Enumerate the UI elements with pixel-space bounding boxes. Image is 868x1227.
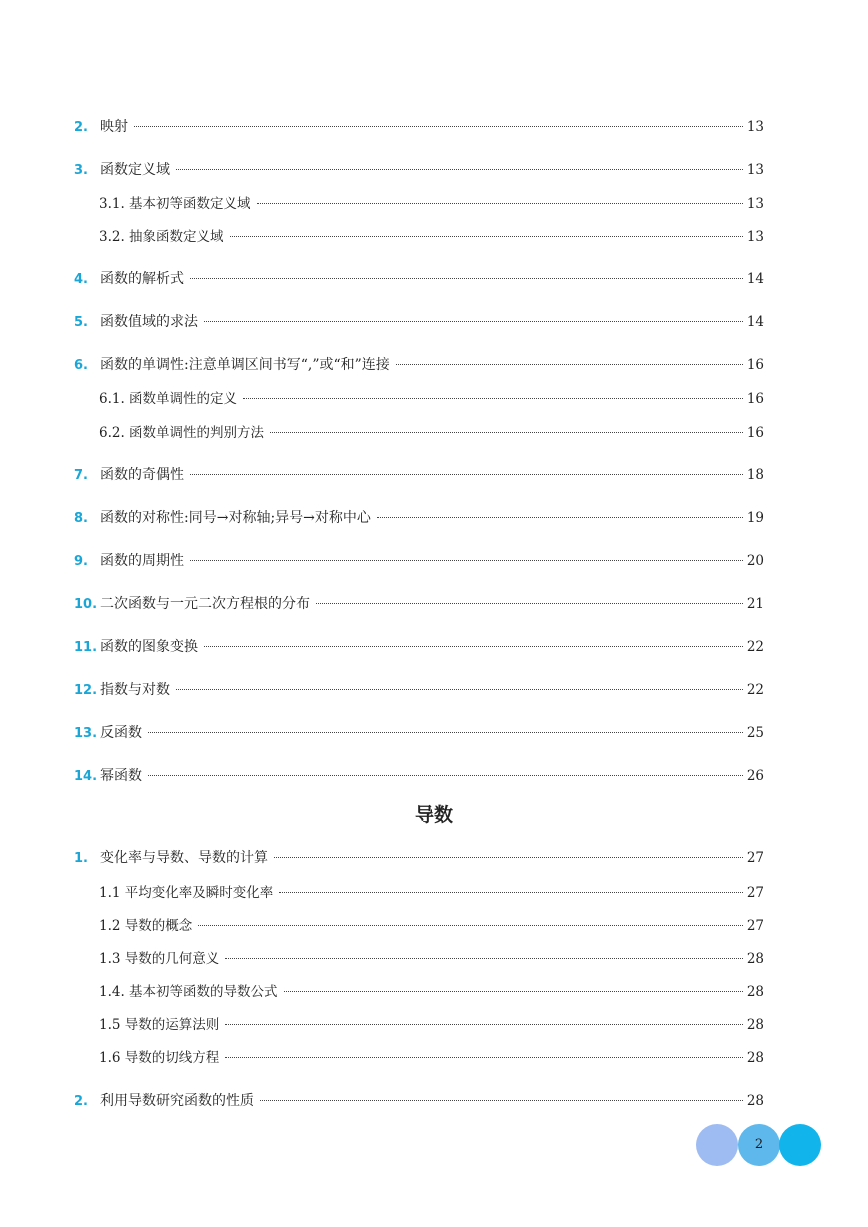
- toc-entry-page: 13: [746, 162, 764, 178]
- toc-entry[interactable]: [74, 679, 764, 701]
- toc-entry[interactable]: [99, 226, 764, 248]
- toc-entry-title: 映射: [100, 119, 128, 135]
- toc-leader-dots: [260, 1100, 743, 1101]
- toc-entry[interactable]: [74, 354, 764, 376]
- toc-entry-page: 16: [746, 357, 764, 373]
- toc-entry-number: 10.: [74, 597, 98, 612]
- toc-entry-title: 1.6 导数的切线方程: [99, 1050, 220, 1066]
- toc-entry-title: 利用导数研究函数的性质: [100, 1093, 254, 1109]
- footer-circle-right: [779, 1124, 821, 1166]
- toc-entry-page: 28: [746, 1093, 764, 1109]
- toc-entry-page: 16: [746, 425, 764, 441]
- toc-entry[interactable]: [74, 722, 764, 744]
- toc-entry-number: 4.: [74, 272, 88, 287]
- toc-leader-dots: [190, 560, 743, 561]
- toc-leader-dots: [257, 203, 743, 204]
- toc-entry-number: 6.: [74, 358, 88, 373]
- page-number: 2: [754, 1137, 764, 1152]
- footer-circle-left: [696, 1124, 738, 1166]
- toc-entry-title: 函数的图象变换: [100, 639, 198, 655]
- toc-leader-dots: [284, 991, 743, 992]
- toc-entry-page: 21: [746, 596, 764, 612]
- toc-leader-dots: [396, 364, 743, 365]
- toc-leader-dots: [176, 169, 743, 170]
- toc-entry[interactable]: [74, 268, 764, 290]
- toc-entry-number: 3.: [74, 163, 88, 178]
- toc-entry-title: 函数的对称性:同号→对称轴;异号→对称中心: [100, 510, 371, 526]
- toc-leader-dots: [243, 398, 743, 399]
- toc-entry-page: 22: [746, 682, 764, 698]
- toc-leader-dots: [225, 1024, 743, 1025]
- toc-leader-dots: [274, 857, 743, 858]
- toc-entry-page: 14: [746, 314, 764, 330]
- toc-leader-dots: [176, 689, 743, 690]
- toc-entry-title: 二次函数与一元二次方程根的分布: [100, 596, 310, 612]
- toc-entry-title: 3.1. 基本初等函数定义域: [99, 196, 251, 212]
- toc-entry-title: 函数的解析式: [100, 271, 184, 287]
- toc-entry-page: 20: [746, 553, 764, 569]
- toc-entry[interactable]: [74, 550, 764, 572]
- section-heading: 导数: [414, 804, 453, 826]
- toc-entry-page: 25: [746, 725, 764, 741]
- toc-entry-title: 1.5 导数的运算法则: [99, 1017, 220, 1033]
- toc-entry-page: 13: [746, 229, 764, 245]
- toc-entry-title: 函数的奇偶性: [100, 467, 184, 483]
- toc-entry-title: 1.3 导数的几何意义: [99, 951, 220, 967]
- toc-leader-dots: [198, 925, 743, 926]
- toc-entry-title: 3.2. 抽象函数定义域: [99, 229, 224, 245]
- toc-leader-dots: [225, 958, 743, 959]
- toc-entry-number: 5.: [74, 315, 88, 330]
- toc-entry[interactable]: [99, 388, 764, 410]
- toc-entry-number: 2.: [74, 1094, 88, 1109]
- toc-entry[interactable]: [99, 981, 764, 1003]
- toc-entry-number: 14.: [74, 769, 98, 784]
- toc-entry-title: 1.2 导数的概念: [99, 918, 193, 934]
- toc-entry-page: 28: [746, 951, 764, 967]
- toc-entry-title: 6.2. 函数单调性的判别方法: [99, 425, 265, 441]
- toc-entry-page: 18: [746, 467, 764, 483]
- toc-entry-page: 14: [746, 271, 764, 287]
- toc-entry-page: 28: [746, 984, 764, 1000]
- toc-entry[interactable]: [74, 116, 764, 138]
- toc-leader-dots: [190, 278, 743, 279]
- toc-entry[interactable]: [74, 464, 764, 486]
- toc-entry[interactable]: [99, 1014, 764, 1036]
- toc-entry-title: 1.1 平均变化率及瞬时变化率: [99, 885, 274, 901]
- toc-entry-title: 函数的单调性:注意单调区间书写“,”或“和”连接: [100, 357, 390, 373]
- toc-entry-page: 26: [746, 768, 764, 784]
- toc-entry[interactable]: [74, 1090, 764, 1112]
- toc-leader-dots: [134, 126, 743, 127]
- toc-entry-page: 13: [746, 119, 764, 135]
- toc-entry-number: 11.: [74, 640, 98, 655]
- toc-leader-dots: [377, 517, 743, 518]
- toc-entry[interactable]: [74, 636, 764, 658]
- toc-entry[interactable]: [74, 847, 764, 869]
- toc-leader-dots: [230, 236, 743, 237]
- toc-entry-title: 函数值域的求法: [100, 314, 198, 330]
- toc-entry-number: 7.: [74, 468, 88, 483]
- toc-entry-page: 19: [746, 510, 764, 526]
- toc-entry[interactable]: [74, 507, 764, 529]
- toc-leader-dots: [190, 474, 743, 475]
- toc-entry-page: 27: [746, 918, 764, 934]
- toc-entry[interactable]: [74, 159, 764, 181]
- toc-entry[interactable]: [99, 1047, 764, 1069]
- toc-entry-page: 13: [746, 196, 764, 212]
- toc-leader-dots: [316, 603, 743, 604]
- toc-entry[interactable]: [99, 422, 764, 444]
- toc-entry-title: 1.4. 基本初等函数的导数公式: [99, 984, 278, 1000]
- toc-entry-page: 28: [746, 1050, 764, 1066]
- toc-entry-title: 幂函数: [100, 768, 142, 784]
- toc-entry-page: 27: [746, 850, 764, 866]
- toc-entry[interactable]: [74, 593, 764, 615]
- toc-entry[interactable]: [99, 193, 764, 215]
- toc-entry-title: 函数的周期性: [100, 553, 184, 569]
- toc-entry-title: 变化率与导数、导数的计算: [100, 850, 268, 866]
- toc-leader-dots: [148, 775, 743, 776]
- toc-leader-dots: [225, 1057, 743, 1058]
- toc-entry[interactable]: [74, 311, 764, 333]
- toc-entry-number: 2.: [74, 120, 88, 135]
- toc-leader-dots: [204, 321, 743, 322]
- toc-entry-page: 28: [746, 1017, 764, 1033]
- toc-entry-page: 16: [746, 391, 764, 407]
- toc-entry-title: 6.1. 函数单调性的定义: [99, 391, 238, 407]
- toc-entry[interactable]: [99, 915, 764, 937]
- toc-entry[interactable]: [74, 765, 764, 787]
- toc-entry-title: 指数与对数: [100, 682, 170, 698]
- toc-entry-number: 12.: [74, 683, 98, 698]
- toc-leader-dots: [279, 892, 743, 893]
- toc-entry[interactable]: [99, 948, 764, 970]
- toc-entry-page: 27: [746, 885, 764, 901]
- toc-entry[interactable]: [99, 882, 764, 904]
- toc-leader-dots: [204, 646, 743, 647]
- toc-entry-number: 8.: [74, 511, 88, 526]
- toc-leader-dots: [270, 432, 743, 433]
- toc-entry-page: 22: [746, 639, 764, 655]
- toc-entry-title: 函数定义域: [100, 162, 170, 178]
- toc-entry-number: 1.: [74, 851, 88, 866]
- toc-entry-number: 9.: [74, 554, 88, 569]
- toc-entry-number: 13.: [74, 726, 98, 741]
- toc-leader-dots: [148, 732, 743, 733]
- toc-entry-title: 反函数: [100, 725, 142, 741]
